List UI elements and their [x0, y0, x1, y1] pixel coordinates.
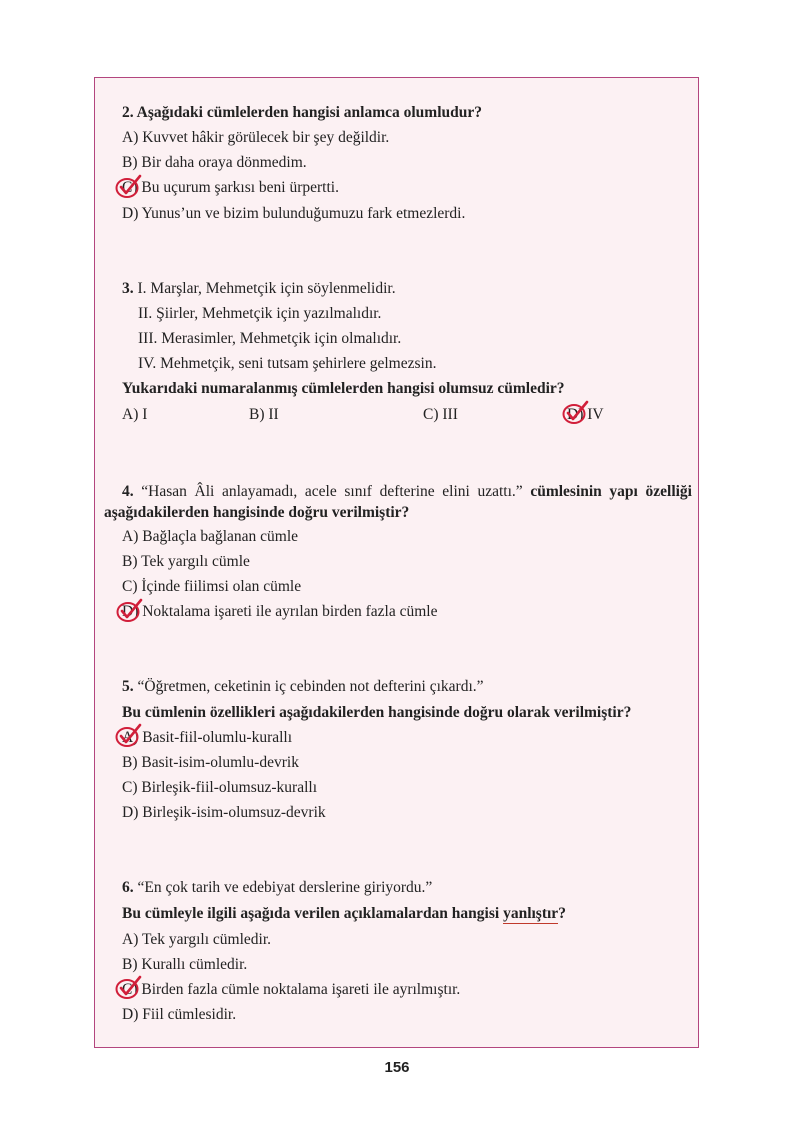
question-3-stem: Yukarıdaki numaralanmış cümlelerden hangisi olumsuz cümledir? — [122, 380, 565, 397]
question-2-stem: 2. Aşağıdaki cümlelerden hangisi anlamca olumludur? — [122, 104, 483, 121]
question-5-option-a: A) Basit-fiil-olumlu-kurallı — [122, 729, 293, 746]
answer-checkmark-icon — [114, 973, 144, 1003]
question-5-option-c: C) Birleşik-fiil-olumsuz-kurallı — [122, 779, 318, 796]
question-3-option-a: A) I — [122, 406, 148, 423]
question-2-option-b: B) Bir daha oraya dönmedim. — [122, 154, 307, 171]
question-5-option-b: B) Basit-isim-olumlu-devrik — [122, 754, 299, 771]
question-5-stem: Bu cümlenin özellikleri aşağıdakilerden hangisinde doğru olarak verilmiştir? — [122, 704, 632, 721]
answer-checkmark-icon — [115, 596, 145, 626]
question-2-option-a: A) Kuvvet hâkir görülecek bir şey değildir. — [122, 129, 390, 146]
question-3-statement-1: 3. I. Marşlar, Mehmetçik için söylenmelidir. — [122, 280, 396, 297]
question-6-option-a: A) Tek yargılı cümledir. — [122, 931, 272, 948]
question-5-quote: 5. “Öğretmen, ceketinin iç cebinden not defterini çıkardı.” — [122, 678, 484, 695]
question-6-option-d: D) Fiil cümlesidir. — [122, 1006, 237, 1023]
question-5-option-d: D) Birleşik-isim-olumsuz-devrik — [122, 804, 326, 821]
answer-checkmark-icon — [114, 721, 144, 751]
question-6-stem: Bu cümleyle ilgili aşağıda verilen açıklamalardan hangisi yanlıştır? — [122, 905, 566, 922]
question-4-option-b: B) Tek yargılı cümle — [122, 553, 250, 570]
question-3-statement-3: III. Merasimler, Mehmetçik için olmalıdır. — [138, 330, 402, 347]
page-number: 156 — [384, 1059, 410, 1076]
question-3-option-b: B) II — [249, 406, 279, 423]
question-4-option-d: D) Noktalama işareti ile ayrılan birden fazla cümle — [122, 603, 438, 620]
question-6-quote: 6. “En çok tarih ve edebiyat derslerine giriyordu.” — [122, 879, 433, 896]
question-6-option-b: B) Kurallı cümledir. — [122, 956, 248, 973]
question-3-option-c: C) III — [423, 406, 458, 423]
question-3-option-d: D) IV — [567, 406, 604, 423]
question-2-option-d: D) Yunus’un ve bizim bulunduğumuzu fark etmezlerdi. — [122, 205, 466, 222]
question-4-option-c: C) İçinde fiilimsi olan cümle — [122, 578, 302, 595]
emphasis-word: yanlıştır — [503, 905, 559, 922]
answer-checkmark-icon — [114, 172, 144, 202]
question-3-statement-2: II. Şiirler, Mehmetçik için yazılmalıdır. — [138, 305, 382, 322]
question-2-option-c: C) Bu uçurum şarkısı beni ürpertti. — [122, 179, 339, 196]
question-6-option-c: C) Birden fazla cümle noktalama işareti ile ayrılmıştır. — [122, 981, 461, 998]
answer-checkmark-icon — [561, 398, 591, 428]
question-4-option-a: A) Bağlaçla bağlanan cümle — [122, 528, 299, 545]
question-4-stem: 4. “Hasan Âli anlayamadı, acele sınıf defterine elini uzattı.” cümlesinin yapı özelliği aşağıdakilerden hangisinde doğru verilmiştir? — [104, 483, 692, 521]
question-3-statement-4: IV. Mehmetçik, seni tutsam şehirlere gelmezsin. — [138, 355, 437, 372]
